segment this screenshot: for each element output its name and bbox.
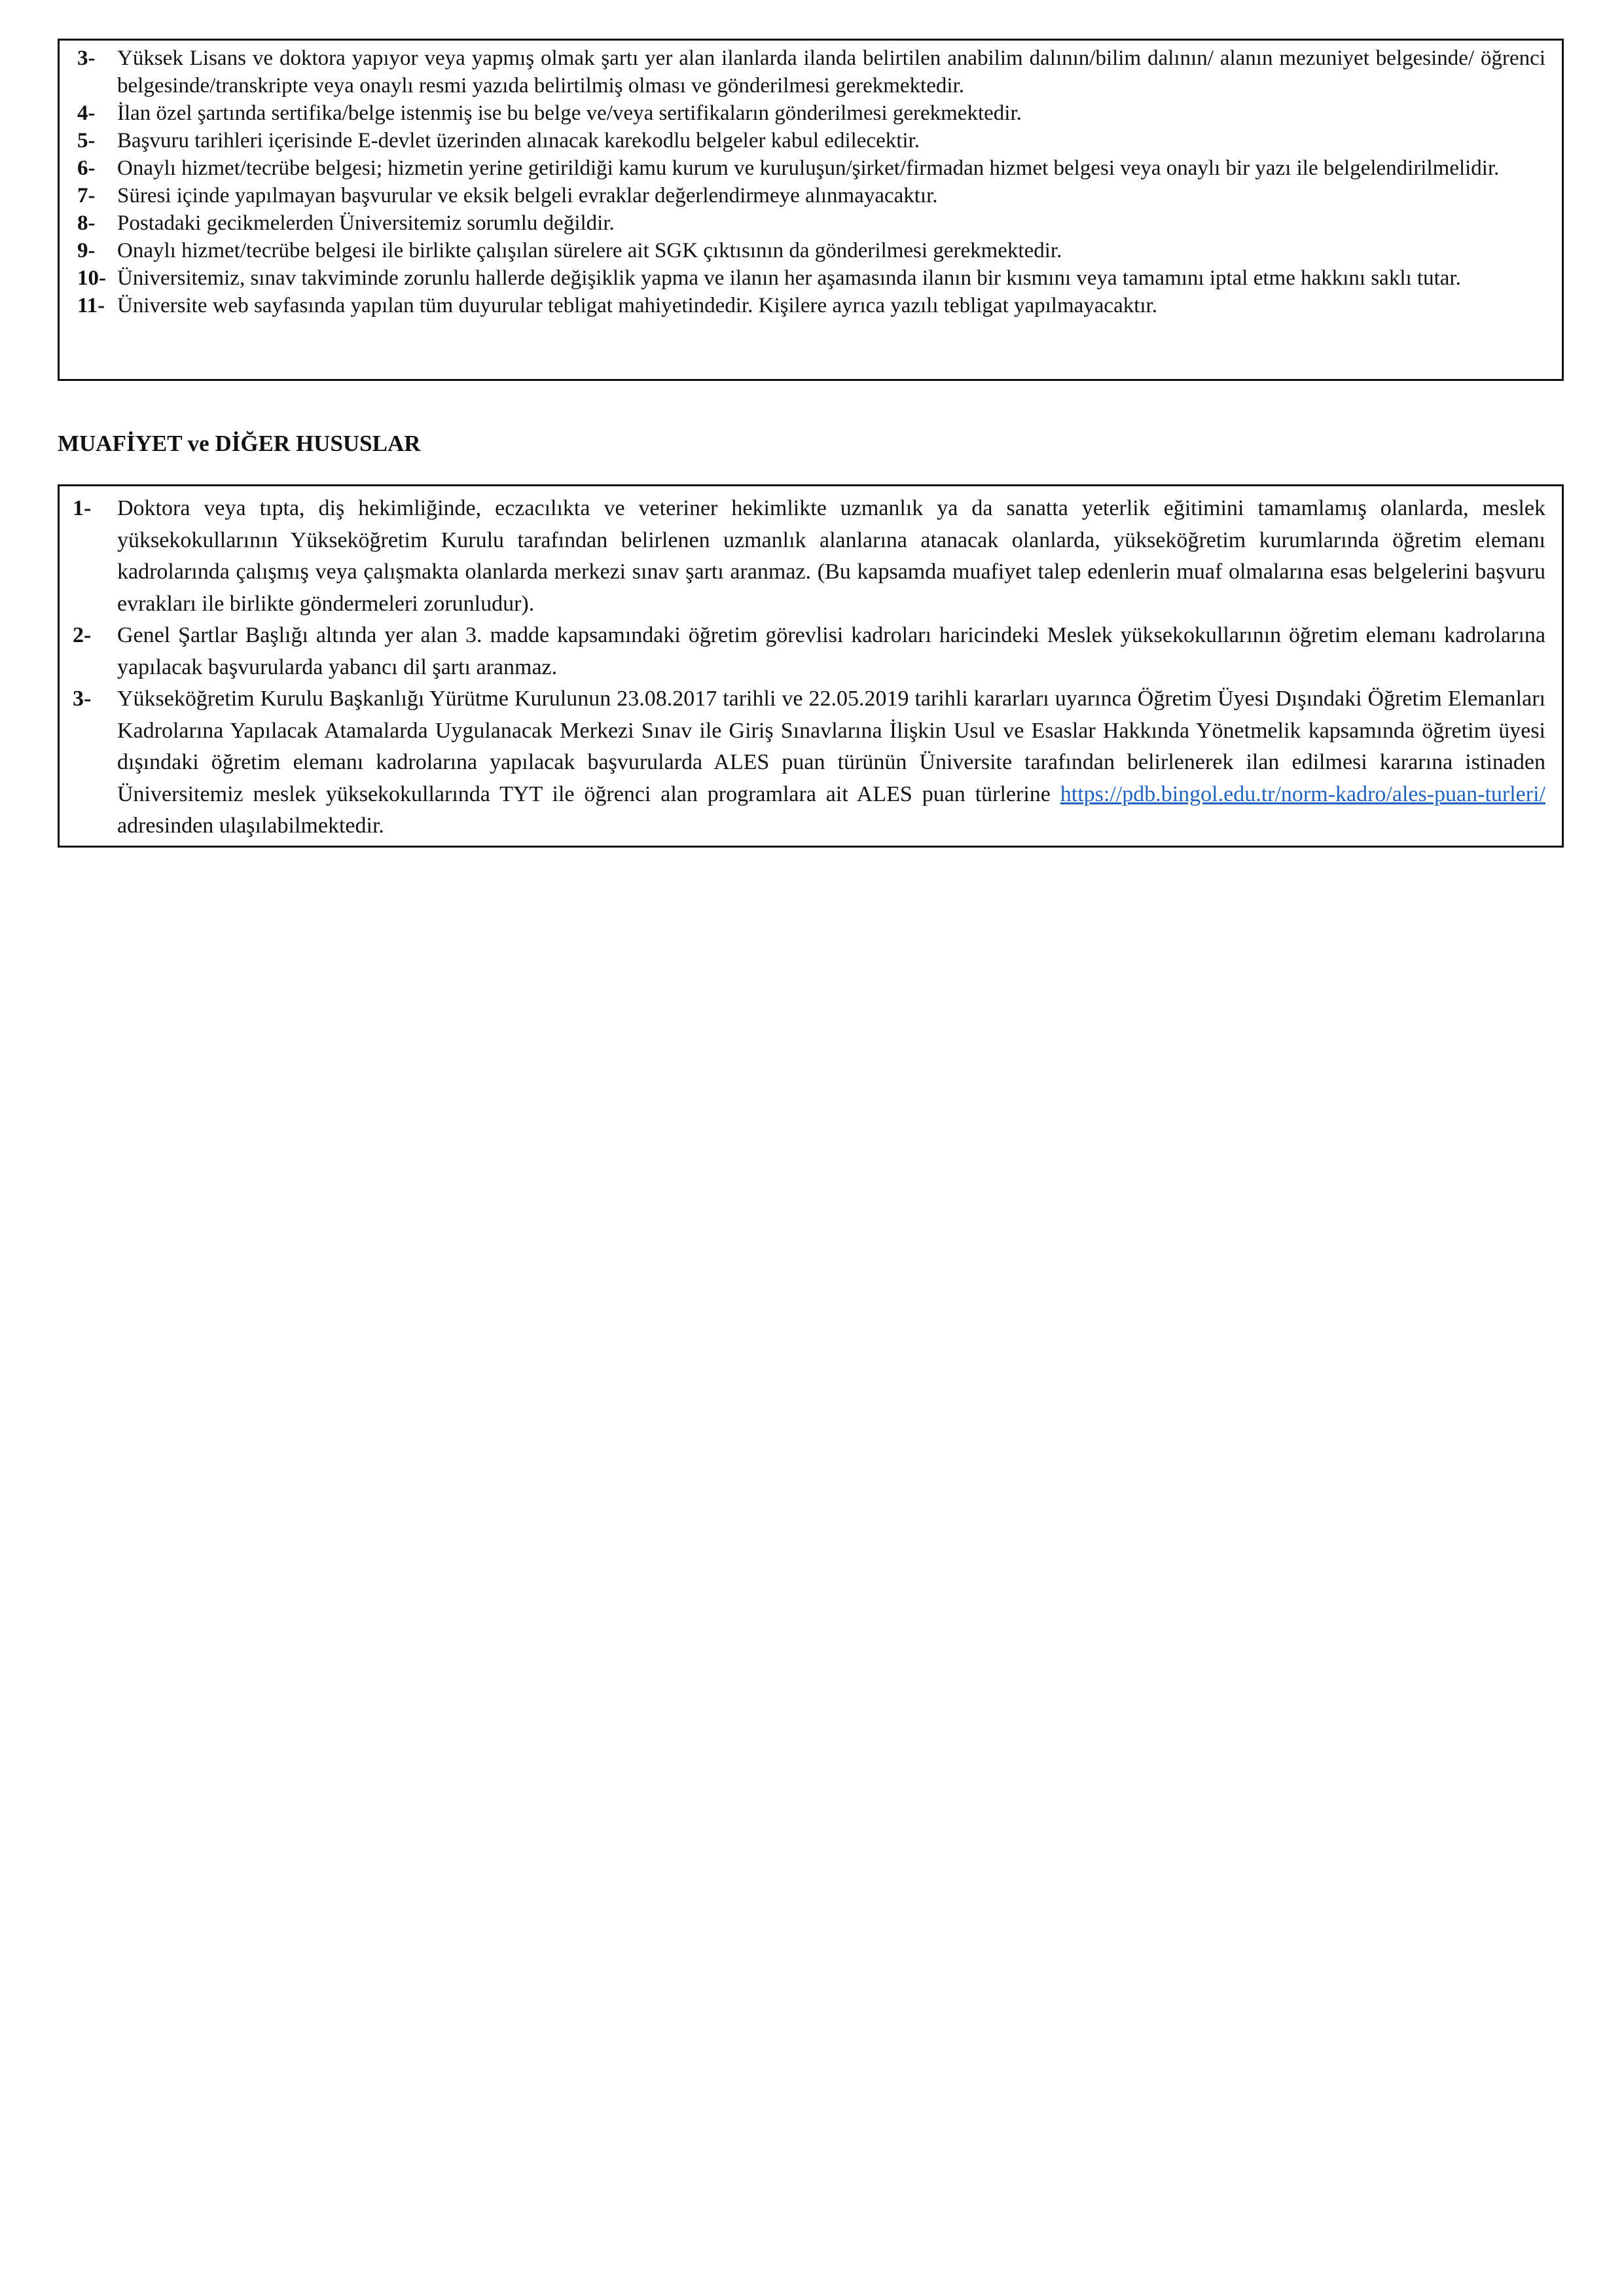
item-number: 11- xyxy=(77,294,105,317)
item-text: Başvuru tarihleri içerisinde E-devlet üzerinden alınacak karekodlu belgeler kabul edilecektir. xyxy=(117,129,920,152)
item-number: 5- xyxy=(77,129,96,152)
item-number: 2- xyxy=(73,623,92,647)
list-item xyxy=(60,237,1562,264)
list-item xyxy=(60,99,1562,127)
item-text: Üniversitemiz, sınav takviminde zorunlu hallerde değişiklik yapma ve ilanın her aşamasında ilanın bir kısmını veya tamamını iptal etme hakkını saklı tutar. xyxy=(117,266,1461,290)
item-text: Postadaki gecikmelerden Üniversitemiz sorumlu değildir. xyxy=(117,211,615,235)
list-item xyxy=(60,292,1562,319)
item-text: Onaylı hizmet/tecrübe belgesi ile birlikte çalışılan sürelere ait SGK çıktısının da gönderilmesi gerekmektedir. xyxy=(117,239,1062,262)
item-number: 9- xyxy=(77,239,96,262)
exemptions-box xyxy=(58,484,1564,848)
item-number: 3- xyxy=(73,687,92,711)
item-text-suffix: adresinden ulaşılabilmektedir. xyxy=(117,814,384,838)
item-text: Doktora veya tıpta, diş hekimliğinde, eczacılıkta ve veteriner hekimlikte uzmanlık ya da sanatta yeterlik eğitimini tamamlamış olanlarda, meslek yüksekokullarının Yükseköğretim Kurulu tarafından belirlenen uzmanlık alanlarına atanacak olanlarda, yükseköğretim kurumlarında öğretim elemanı kadrolarında çalışmış veya çalışmakta olanlarda merkezi sınav şartı aranmaz. (Bu kapsamda muafiyet talep edenlerin muaf olmalarına esas belgelerini başvuru evrakları ile birlikte göndermeleri zorunludur). xyxy=(117,496,1545,616)
item-number: 6- xyxy=(77,156,96,180)
item-text: Onaylı hizmet/tecrübe belgesi; hizmetin yerine getirildiği kamu kurum ve kuruluşun/şirket/firmadan hizmet belgesi veya onaylı bir yazı ile belgelendirilmelidir. xyxy=(117,156,1500,180)
item-number: 10- xyxy=(77,266,106,290)
item-number: 4- xyxy=(77,101,96,125)
list-item xyxy=(60,45,1562,99)
section-heading: MUAFİYET ve DİĞER HUSUSLAR xyxy=(58,431,421,456)
item-number: 3- xyxy=(77,46,96,70)
list-item xyxy=(60,683,1562,842)
item-number: 8- xyxy=(77,211,96,235)
list-item xyxy=(60,182,1562,209)
list-item xyxy=(60,264,1562,292)
list-item xyxy=(60,154,1562,182)
list-item xyxy=(60,209,1562,237)
item-number: 1- xyxy=(73,496,92,520)
item-text: Genel Şartlar Başlığı altında yer alan 3. madde kapsamındaki öğretim görevlisi kadroları haricindeki Meslek yüksekokullarının öğretim elemanı kadrolarına yapılacak başvurularda yabancı dil şartı aranmaz. xyxy=(117,623,1545,679)
item-number: 7- xyxy=(77,184,96,207)
item-text: Yüksek Lisans ve doktora yapıyor veya yapmış olmak şartı yer alan ilanlarda ilanda belirtilen anabilim dalının/bilim dalının/ alanın mezuniyet belgesinde/ öğrenci belgesinde/transkripte veya onaylı resmi yazıda belirtilmiş olması ve gönderilmesi gerekmektedir. xyxy=(117,46,1545,98)
item-text: Üniversite web sayfasında yapılan tüm duyurular tebligat mahiyetindedir. Kişilere ayrıca yazılı tebligat yapılmayacaktır. xyxy=(117,294,1157,317)
item-text: Yükseköğretim Kurulu Başkanlığı Yürütme Kurulunun 23.08.2017 tarihli ve 22.05.2019 tarihli kararları uyarınca Öğretim Üyesi Dışındaki Öğretim Elemanları Kadrolarına Yapılacak Atamalarda Uygulanacak Merkezi Sınav ile Giriş Sınavlarına İlişkin Usul ve Esaslar Hakkında Yönetmelik kapsamında öğretim üyesi dışındaki öğretim elemanı kadrolarına yapılacak başvurularda ALES puan türünün Üniversite tarafından belirlenerek ilan edilmesi kararına istinaden Üniversitemiz meslek yüksekokullarında TYT ile öğrenci alan programlara ait ALES puan türlerine xyxy=(117,687,1545,806)
ales-puan-turleri-link[interactable]: https://pdb.bingol.edu.tr/norm-kadro/ales-puan-turleri/ xyxy=(1060,781,1545,806)
conditions-box xyxy=(58,39,1564,381)
item-text: Süresi içinde yapılmayan başvurular ve eksik belgeli evraklar değerlendirmeye alınmayacaktır. xyxy=(117,184,938,207)
list-item xyxy=(60,493,1562,620)
list-item xyxy=(60,620,1562,683)
item-text: İlan özel şartında sertifika/belge istenmiş ise bu belge ve/veya sertifikaların gönderilmesi gerekmektedir. xyxy=(117,101,1022,125)
item-text-with-link xyxy=(117,683,1562,842)
list-item xyxy=(60,127,1562,154)
